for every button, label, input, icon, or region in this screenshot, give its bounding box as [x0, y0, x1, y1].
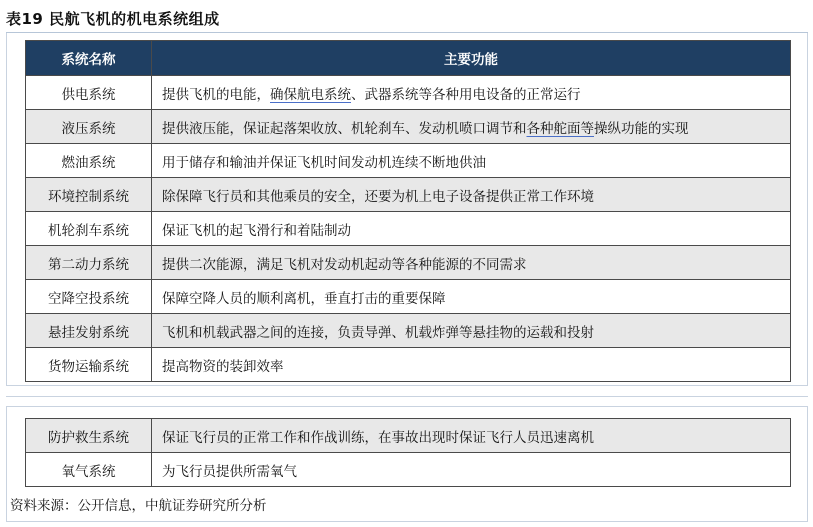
- system-name-cell: 空降空投系统: [26, 280, 152, 314]
- table-row: [26, 212, 791, 246]
- system-name-cell: 防护救生系统: [26, 419, 152, 453]
- main-function-cell: [152, 76, 791, 110]
- table-row: [26, 280, 791, 314]
- page-break-line: [6, 396, 808, 397]
- system-name-cell: 第二动力系统: [26, 246, 152, 280]
- function-text: 除保障飞行员和其他乘员的安全，还要为机上电子设备提供正常工作环境: [162, 188, 594, 205]
- table-row: [26, 110, 791, 144]
- main-function-cell: [152, 419, 791, 453]
- table-body: [26, 76, 791, 382]
- header-main-function: 主要功能: [152, 41, 791, 76]
- main-function-cell: [152, 453, 791, 487]
- underlined-text: 确保航电系统: [270, 86, 351, 103]
- function-text: 提高物资的装卸效率: [162, 358, 284, 375]
- table-row: [26, 76, 791, 110]
- table-header-row: [26, 41, 791, 76]
- systems-table-part2: [25, 418, 791, 487]
- source-note: 资料来源：公开信息，中航证券研究所分析: [10, 498, 267, 514]
- function-text: 提供飞机的电能，: [162, 86, 270, 103]
- function-text: 保障空降人员的顺利离机，垂直打击的重要保障: [162, 290, 446, 307]
- system-name-cell: 悬挂发射系统: [26, 314, 152, 348]
- main-function-cell: [152, 246, 791, 280]
- function-text: 提供液压能，保证起落架收放、机轮刹车、发动机喷口调节和: [162, 120, 527, 137]
- table-row: [26, 178, 791, 212]
- table-row: [26, 246, 791, 280]
- table-row: [26, 419, 791, 453]
- function-text: 保证飞机的起飞滑行和着陆制动: [162, 222, 351, 239]
- main-function-cell: [152, 314, 791, 348]
- header-system-name: 系统名称: [26, 41, 152, 76]
- table-title: 表19 民航飞机的机电系统组成: [6, 10, 220, 28]
- table-body: [26, 419, 791, 487]
- function-text: 为飞行员提供所需氧气: [162, 463, 297, 480]
- main-function-cell: [152, 348, 791, 382]
- main-function-cell: [152, 212, 791, 246]
- table-row: [26, 348, 791, 382]
- table-row: [26, 144, 791, 178]
- function-text: 、武器系统等各种用电设备的正常运行: [351, 86, 581, 103]
- system-name-cell: 氧气系统: [26, 453, 152, 487]
- main-function-cell: [152, 144, 791, 178]
- function-text: 提供二次能源，满足飞机对发动机起动等各种能源的不同需求: [162, 256, 527, 273]
- function-text: 飞机和机载武器之间的连接，负责导弹、机载炸弹等悬挂物的运载和投射: [162, 324, 594, 341]
- table-row: [26, 453, 791, 487]
- function-text: 用于储存和输油并保证飞机时间发动机连续不断地供油: [162, 154, 486, 171]
- system-name-cell: 机轮刹车系统: [26, 212, 152, 246]
- system-name-cell: 液压系统: [26, 110, 152, 144]
- system-name-cell: 货物运输系统: [26, 348, 152, 382]
- systems-table-part1: [25, 40, 791, 382]
- table-row: [26, 314, 791, 348]
- main-function-cell: [152, 110, 791, 144]
- function-text: 保证飞行员的正常工作和作战训练，在事故出现时保证飞行人员迅速离机: [162, 429, 594, 446]
- system-name-cell: 燃油系统: [26, 144, 152, 178]
- underlined-text: 各种舵面等: [526, 120, 594, 137]
- main-function-cell: [152, 280, 791, 314]
- system-name-cell: 供电系统: [26, 76, 152, 110]
- system-name-cell: 环境控制系统: [26, 178, 152, 212]
- main-function-cell: [152, 178, 791, 212]
- function-text: 操纵功能的实现: [594, 120, 689, 137]
